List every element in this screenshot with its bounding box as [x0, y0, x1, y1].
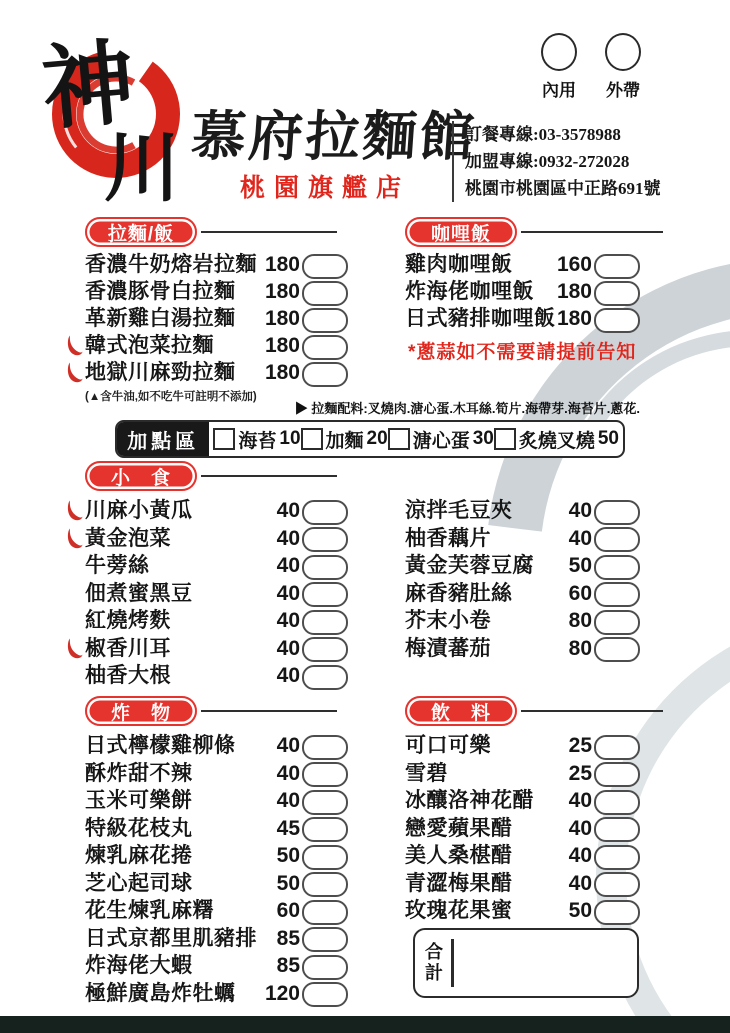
section-curry-header [405, 217, 663, 247]
item-price: 25 [568, 761, 592, 785]
quantity-oval[interactable] [594, 762, 640, 787]
menu-item [85, 580, 348, 608]
chili-icon [65, 362, 83, 383]
menu-item [405, 497, 640, 525]
item-price: 180 [264, 361, 300, 384]
quantity-oval[interactable] [594, 610, 640, 635]
total-label: 合計 [425, 942, 443, 983]
item-price: 40 [568, 871, 592, 895]
quantity-oval[interactable] [302, 582, 348, 607]
logo-char-bottom: 川 [104, 123, 180, 204]
takeout-label: 外帶 [606, 81, 640, 100]
logo-char-top: 神 [37, 27, 139, 144]
quantity-oval[interactable] [302, 254, 348, 279]
item-name: 涼拌毛豆夾 [405, 499, 513, 522]
item-name: 冰釀洛神花醋 [405, 789, 534, 812]
item-name: 梅漬蕃茄 [405, 636, 491, 660]
chili-icon [65, 528, 83, 549]
section-curry [405, 217, 663, 332]
item-name: 極鮮廣島炸牡蠣 [85, 981, 236, 1005]
quantity-oval[interactable] [302, 982, 348, 1007]
addon-option [213, 426, 300, 453]
addon-price: 50 [597, 428, 619, 449]
menu-item [405, 251, 640, 278]
item-name: 炸海佬大蝦 [85, 954, 193, 977]
quantity-oval[interactable] [302, 762, 348, 787]
menu-item [85, 952, 348, 980]
menu-item [85, 359, 348, 386]
contact-block [452, 121, 661, 202]
item-name: 柚香藕片 [405, 526, 491, 550]
franchise-phone-label: 加盟專線: [465, 152, 539, 171]
item-price: 180 [556, 307, 592, 330]
item-name: 青澀梅果醋 [405, 871, 513, 895]
takeout-circle[interactable] [605, 33, 641, 71]
menu-item [85, 497, 348, 525]
item-price: 40 [276, 664, 300, 687]
item-name: 川麻小黃瓜 [85, 499, 193, 522]
item-price: 40 [276, 636, 300, 660]
restaurant-logo [34, 22, 190, 204]
quantity-oval[interactable] [302, 335, 348, 360]
quantity-oval[interactable] [594, 900, 640, 925]
addon-checkbox[interactable] [388, 428, 410, 450]
item-price: 180 [264, 334, 300, 357]
item-price: 80 [568, 636, 592, 660]
addon-checkbox[interactable] [213, 428, 235, 450]
item-price: 40 [276, 581, 300, 605]
section-ramen-header [85, 217, 337, 247]
quantity-oval[interactable] [302, 845, 348, 870]
section-drinks-title: 飲 料 [405, 696, 517, 726]
item-name: 雞肉咖哩飯 [405, 253, 513, 276]
dine-in-label: 內用 [542, 81, 576, 100]
section-curry-title: 咖哩飯 [405, 217, 517, 247]
menu-item [85, 897, 348, 925]
menu-item [405, 815, 640, 843]
item-name: 酥炸甜不辣 [85, 761, 193, 785]
item-price: 40 [276, 761, 300, 785]
item-name: 煉乳麻花捲 [85, 844, 193, 867]
addons-title: 加點區 [117, 422, 209, 456]
header-rule [201, 710, 337, 713]
total-write-area[interactable] [454, 930, 638, 996]
item-name: 香濃牛奶熔岩拉麵 [85, 253, 257, 276]
quantity-oval[interactable] [302, 735, 348, 760]
quantity-oval[interactable] [302, 555, 348, 580]
item-name: 香濃豚骨白拉麵 [85, 280, 236, 303]
quantity-oval[interactable] [594, 281, 640, 306]
quantity-oval[interactable] [594, 817, 640, 842]
item-name: 地獄川麻勁拉麵 [85, 361, 236, 384]
item-price: 40 [276, 526, 300, 550]
item-price: 40 [276, 554, 300, 577]
item-name: 麻香豬肚絲 [405, 581, 513, 605]
section-ramen [85, 217, 348, 404]
menu-item [85, 842, 348, 870]
item-name: 韓式泡菜拉麵 [85, 334, 214, 357]
item-name: 紅燒烤麩 [85, 609, 171, 632]
item-price: 40 [568, 816, 592, 840]
item-price: 50 [568, 554, 592, 577]
item-name: 炸海佬咖哩飯 [405, 280, 534, 303]
item-price: 40 [276, 734, 300, 757]
menu-item [85, 787, 348, 815]
addon-label: 炙燒叉燒 [518, 430, 595, 452]
header-rule [521, 231, 663, 234]
order-phone-line [465, 121, 661, 148]
addon-checkbox[interactable] [494, 428, 516, 450]
addon-price: 10 [279, 428, 301, 449]
item-price: 40 [276, 499, 300, 522]
menu-item [85, 305, 348, 332]
menu-item [405, 760, 640, 788]
ramen-item-list [85, 251, 348, 386]
addon-option [301, 426, 388, 453]
item-name: 芥末小卷 [405, 609, 491, 632]
quantity-oval[interactable] [594, 527, 640, 552]
addon-price: 20 [366, 428, 388, 449]
curry-item-list [405, 251, 640, 332]
menu-item [405, 635, 640, 663]
menu-item [405, 897, 640, 925]
dine-in-circle[interactable] [541, 33, 577, 71]
addon-label: 溏心蛋 [412, 430, 470, 452]
item-price: 40 [568, 789, 592, 812]
item-price: 80 [568, 609, 592, 632]
item-price: 180 [264, 307, 300, 330]
branch-name: 桃園旗艦店 [240, 173, 411, 202]
quantity-oval[interactable] [302, 362, 348, 387]
item-name: 黃金芙蓉豆腐 [405, 554, 534, 577]
item-price: 50 [276, 871, 300, 895]
item-name: 玫瑰花果蜜 [405, 899, 513, 922]
quantity-oval[interactable] [302, 637, 348, 662]
section-fried [85, 696, 348, 1007]
chili-icon [65, 638, 83, 659]
quantity-oval[interactable] [302, 281, 348, 306]
menu-item [85, 980, 348, 1008]
item-price: 50 [276, 844, 300, 867]
quantity-oval[interactable] [302, 527, 348, 552]
item-price: 40 [568, 844, 592, 867]
item-name: 花生煉乳麻糬 [85, 899, 214, 922]
item-price: 180 [264, 253, 300, 276]
item-name: 日式檸檬雞柳條 [85, 734, 236, 757]
menu-item [85, 607, 348, 635]
section-fried-title: 炸 物 [85, 696, 197, 726]
section-snacks-title: 小 食 [85, 461, 197, 491]
quantity-oval[interactable] [302, 308, 348, 333]
menu-item [405, 552, 640, 580]
menu-item [85, 278, 348, 305]
menu-item [85, 251, 348, 278]
addon-label: 加麵 [325, 430, 364, 452]
quantity-oval[interactable] [302, 665, 348, 690]
fried-item-list [85, 732, 348, 1007]
section-drinks [405, 696, 663, 925]
total-box [413, 928, 639, 998]
item-price: 40 [568, 499, 592, 522]
menu-item [405, 580, 640, 608]
beef-footnote: (▲含牛油,如不吃牛可註明不添加) [85, 391, 257, 403]
item-name: 美人桑椹醋 [405, 844, 513, 867]
franchise-phone-number: 0932-272028 [538, 152, 630, 171]
address-line: 桃園市桃園區中正路691號 [465, 179, 661, 198]
quantity-oval[interactable] [594, 637, 640, 662]
item-price: 60 [568, 581, 592, 605]
quantity-oval[interactable] [302, 955, 348, 980]
item-name: 黃金泡菜 [85, 526, 171, 550]
quantity-oval[interactable] [594, 582, 640, 607]
menu-item [85, 332, 348, 359]
menu-item [85, 925, 348, 953]
quantity-oval[interactable] [594, 308, 640, 333]
header-rule [201, 475, 337, 478]
section-fried-header [85, 696, 337, 726]
onion-garlic-note: *蔥蒜如不需要請提前告知 [408, 342, 637, 363]
menu-item [405, 278, 640, 305]
snacks-left-list [85, 497, 348, 690]
restaurant-title: 慕府拉麵館 [189, 104, 479, 168]
addon-checkbox[interactable] [301, 428, 323, 450]
menu-item [85, 635, 348, 663]
menu-item [405, 305, 640, 332]
quantity-oval[interactable] [594, 872, 640, 897]
item-name: 可口可樂 [405, 734, 491, 757]
quantity-oval[interactable] [302, 817, 348, 842]
section-ramen-title: 拉麵/飯 [85, 217, 197, 247]
quantity-oval[interactable] [302, 500, 348, 525]
order-phone-number: 03-3578988 [538, 125, 621, 144]
item-name: 雪碧 [405, 761, 448, 785]
item-price: 60 [276, 899, 300, 922]
quantity-oval[interactable] [594, 555, 640, 580]
item-name: 玉米可樂餅 [85, 789, 193, 812]
section-drinks-header [405, 696, 663, 726]
quantity-oval[interactable] [594, 790, 640, 815]
quantity-oval[interactable] [594, 735, 640, 760]
menu-item [85, 525, 348, 553]
menu-item [85, 552, 348, 580]
addon-price: 30 [472, 428, 494, 449]
quantity-oval[interactable] [594, 254, 640, 279]
menu-item [85, 732, 348, 760]
menu-item [85, 662, 348, 690]
toppings-note: ▶ 拉麵配料:叉燒肉.溏心蛋.木耳絲.筍片.海帶芽.海苔片.蔥花. [294, 401, 640, 416]
menu-item [405, 787, 640, 815]
takeout-option [602, 33, 644, 101]
item-price: 120 [264, 981, 300, 1005]
quantity-oval[interactable] [302, 790, 348, 815]
item-name: 特級花枝丸 [85, 816, 193, 840]
addon-label: 海苔 [238, 430, 277, 452]
section-snacks-header [85, 461, 337, 491]
addons-option-list [209, 422, 623, 456]
drinks-item-list [405, 732, 640, 925]
menu-item [405, 732, 640, 760]
chili-icon [65, 335, 83, 356]
item-price: 40 [276, 789, 300, 812]
item-name: 芝心起司球 [85, 871, 193, 895]
bottom-scan-bar [0, 1016, 730, 1033]
item-price: 50 [568, 899, 592, 922]
quantity-oval[interactable] [594, 845, 640, 870]
item-name: 日式豬排咖哩飯 [405, 307, 556, 330]
quantity-oval[interactable] [594, 500, 640, 525]
item-name: 革新雞白湯拉麵 [85, 307, 236, 330]
menu-item [405, 525, 640, 553]
addon-option [388, 426, 494, 453]
item-price: 180 [264, 280, 300, 303]
service-options [538, 33, 644, 101]
item-price: 40 [276, 609, 300, 632]
section-snacks-right [405, 497, 640, 662]
quantity-oval[interactable] [302, 872, 348, 897]
quantity-oval[interactable] [302, 927, 348, 952]
franchise-phone-line [465, 148, 661, 175]
item-price: 180 [556, 280, 592, 303]
item-name: 椒香川耳 [85, 636, 171, 660]
dine-in-option [538, 33, 580, 101]
item-name: 日式京都里肌豬排 [85, 926, 257, 950]
header-rule [521, 710, 663, 713]
item-price: 45 [276, 816, 300, 840]
item-name: 牛蒡絲 [85, 554, 150, 577]
snacks-right-list [405, 497, 640, 662]
item-price: 40 [568, 526, 592, 550]
addons-bar [115, 420, 625, 458]
item-name: 戀愛蘋果醋 [405, 816, 513, 840]
item-price: 160 [556, 253, 592, 276]
item-price: 25 [568, 734, 592, 757]
menu-item [405, 842, 640, 870]
item-name: 柚香大根 [85, 664, 171, 687]
menu-item [85, 870, 348, 898]
menu-item [85, 815, 348, 843]
item-price: 85 [276, 954, 300, 977]
item-name: 佃煮蜜黑豆 [85, 581, 193, 605]
order-phone-label: 訂餐專線: [465, 125, 539, 144]
quantity-oval[interactable] [302, 900, 348, 925]
header-rule [201, 231, 337, 234]
menu-item [85, 760, 348, 788]
item-price: 85 [276, 926, 300, 950]
addon-option [494, 426, 619, 453]
menu-item [405, 607, 640, 635]
quantity-oval[interactable] [302, 610, 348, 635]
chili-icon [65, 500, 83, 521]
menu-item [405, 870, 640, 898]
section-snacks [85, 461, 348, 690]
